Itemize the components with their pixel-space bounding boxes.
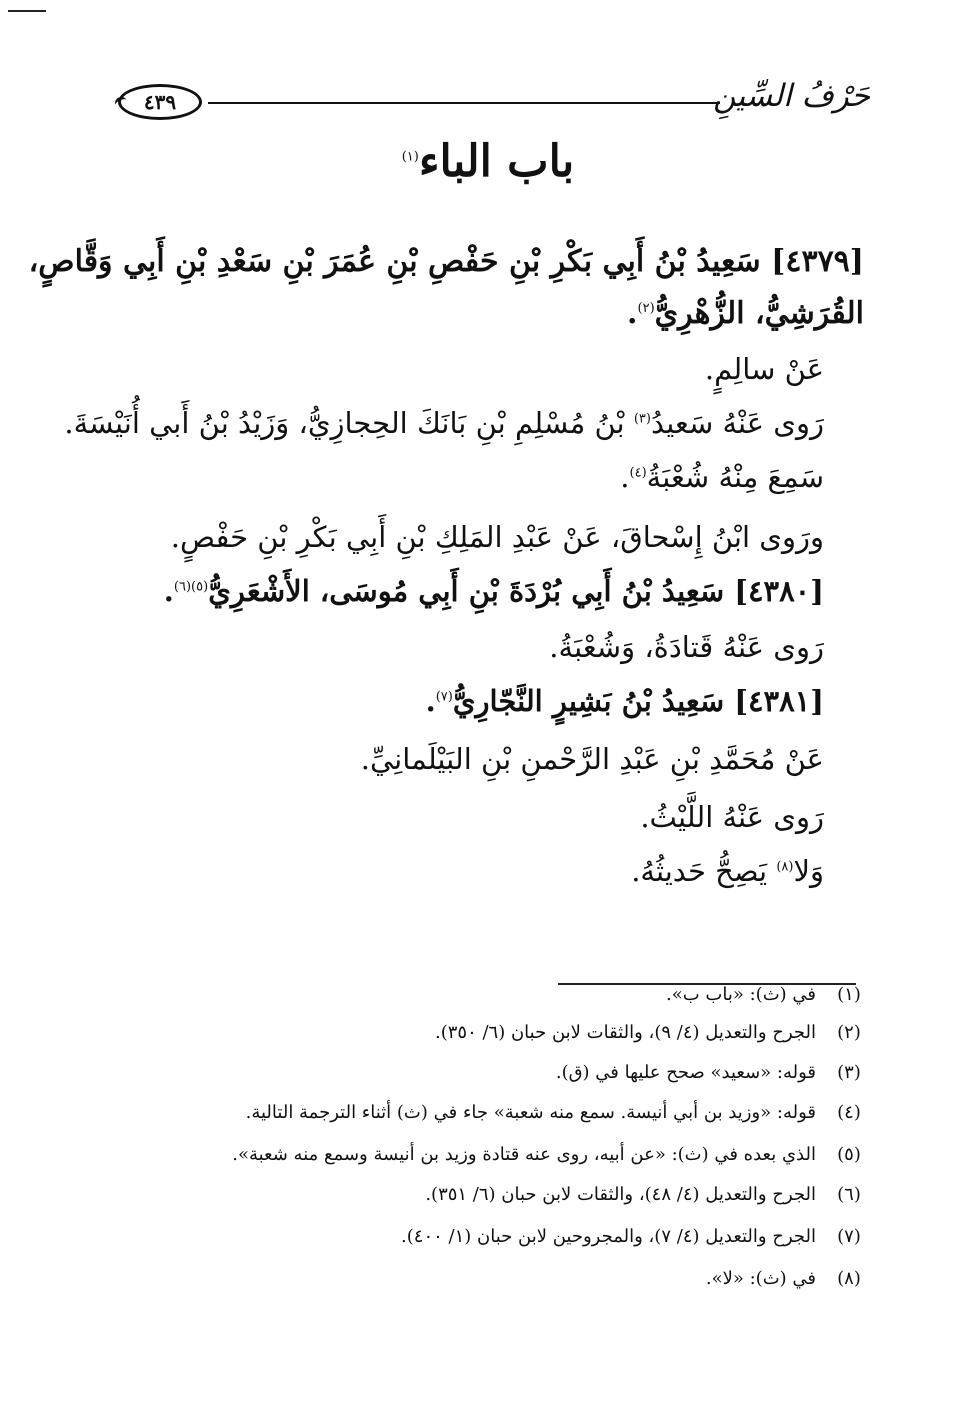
footnote-ref: (٨) <box>776 859 794 875</box>
footnote-text: الجرح والتعديل (٤/ ٤٨)، والثقات لابن حبان (٦/ ٣٥١). <box>425 1184 816 1205</box>
footnote-item <box>556 1062 864 1083</box>
line-tail: . <box>627 296 638 331</box>
line-text: وَلا <box>793 854 824 888</box>
entry-4379-line1 <box>29 244 864 280</box>
line-text: سَمِعَ مِنْهُ شُعْبَةُ <box>646 460 824 494</box>
line-tail: بْنُ مُسْلِمِ بْنِ بَانَكَ الحِجازِيُّ، وَزَيْدُ بْنُ أَبي أُنَيْسَةَ. <box>64 406 634 440</box>
line-text: القُرَشِيُّ، الزُّهْرِيُّ <box>654 296 864 331</box>
entry-4381 <box>426 684 824 719</box>
line-tail: . <box>425 684 436 718</box>
line-text: رَوى عَنْهُ اللَّيْثُ. <box>640 800 824 834</box>
footnote-item <box>706 1268 864 1289</box>
header-rule <box>208 102 720 104</box>
footnote-item <box>232 1144 864 1165</box>
footnote-number: (٣) <box>837 1062 861 1083</box>
body-line <box>64 406 824 441</box>
footnote-number: (٥) <box>837 1144 861 1165</box>
footnote-text: قوله: «سعيد» صحح عليها في (ق). <box>555 1062 816 1083</box>
line-text: [٤٣٨٠] سَعِيدُ بْنُ أَبِي بُرْدَةَ بْنِ أَبِي مُوسَى، الأَشْعَرِيُّ <box>208 574 824 608</box>
footnote-ref: (٤) <box>629 465 647 481</box>
footnote-item <box>425 1184 864 1205</box>
line-text: [٤٣٨١] سَعِيدُ بْنُ بَشِيرٍ النَّجّارِيُّ <box>452 684 824 718</box>
body-line <box>620 460 824 495</box>
footnote-ref: (٣) <box>633 411 651 427</box>
line-tail: . <box>163 574 174 608</box>
footnote-text: الجرح والتعديل (٤/ ٩)، والثقات لابن حبان (٦/ ٣٥٠). <box>434 1022 816 1043</box>
footnote-text: في (ث): «باب ب». <box>666 984 816 1005</box>
corner-mark <box>8 10 46 12</box>
line-text: رَوى عَنْهُ سَعيدُ <box>650 406 824 440</box>
body-line <box>549 630 824 665</box>
footnote-item <box>401 1226 864 1247</box>
footnote-text: الذي بعده في (ث): «عن أبيه، روى عنه قتادة وزيد بن أنيسة وسمع منه شعبة». <box>232 1144 816 1165</box>
body-line <box>171 520 824 555</box>
line-text: [٤٣٧٩] سَعِيدُ بْنُ أَبِي بَكْرِ بْنِ حَفْصِ بْنِ عُمَرَ بْنِ سَعْدِ بْنِ أَبِي وَقَّاصٍ، <box>28 244 864 279</box>
line-text: عَنْ سالِمٍ. <box>704 352 824 386</box>
line-tail: . <box>620 460 630 494</box>
body-line <box>361 742 824 777</box>
footnote-ref: (٧) <box>435 689 453 705</box>
body-line <box>705 352 824 387</box>
footnote-number: (٢) <box>837 1022 861 1043</box>
footnote-number: (٦) <box>837 1184 861 1205</box>
footnote-number: (٨) <box>837 1268 861 1289</box>
line-tail: يَصِحُّ حَديثُهُ. <box>631 854 777 888</box>
footnote-item <box>246 1102 864 1123</box>
page-number: ٤٣٩ <box>118 84 202 120</box>
line-text: عَنْ مُحَمَّدِ بْنِ عَبْدِ الرَّحْمنِ بْنِ البَيْلَمانِيِّ. <box>360 742 824 776</box>
line-text: ورَوى ابْنُ إِسْحاقَ، عَنْ عَبْدِ المَلِكِ بْنِ أَبِي بَكْرِ بْنِ حَفْصٍ. <box>170 520 824 554</box>
footnote-ref: (٢) <box>637 301 655 316</box>
entry-4379-line2 <box>627 296 864 332</box>
footnote-text: في (ث): «لا». <box>705 1268 816 1289</box>
footnote-text: قوله: «وزيد بن أبي أنيسة. سمع منه شعبة» جاء في (ث) أثناء الترجمة التالية. <box>245 1102 816 1123</box>
footnote-item <box>666 984 864 1005</box>
entry-4380 <box>164 574 824 609</box>
footnote-number: (٤) <box>837 1102 861 1123</box>
footnote-ref: (٥)(٦) <box>173 579 209 595</box>
chapter-title-text: باب الباء <box>418 136 575 187</box>
chapter-title <box>0 136 976 187</box>
footnote-text: الجرح والتعديل (٤/ ٧)، والمجروحين لابن حبان (١/ ٤٠٠). <box>401 1226 816 1247</box>
footnote-number: (١) <box>837 984 861 1005</box>
footnote-number: (٧) <box>837 1226 861 1247</box>
footnote-ref: (١) <box>401 149 419 165</box>
running-title: حَرْفُ السِّينِ <box>713 78 870 114</box>
body-line <box>640 800 824 835</box>
page-header <box>112 80 870 124</box>
line-text: رَوى عَنْهُ قَتادَةُ، وَشُعْبَةُ. <box>549 630 824 664</box>
body-line <box>631 854 824 889</box>
footnote-item <box>435 1022 864 1043</box>
